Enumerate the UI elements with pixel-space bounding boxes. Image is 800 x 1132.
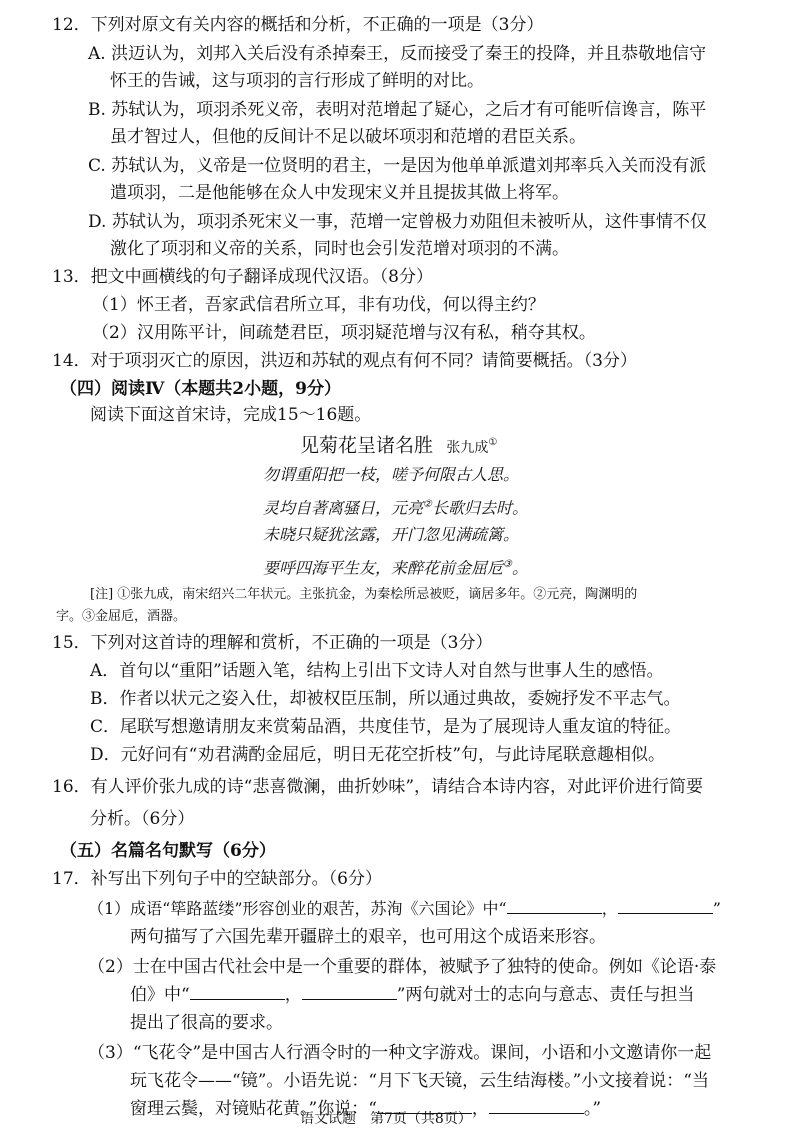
q17-part-2-line-3: 提出了很高的要求。 bbox=[130, 1013, 283, 1033]
q17-part-2-blank-1 bbox=[190, 985, 285, 1000]
q12-option-c-line1: C. 苏轼认为，义帝是一位贤明的君主，一是因为他单单派遣刘邦率兵入关而没有派 bbox=[88, 156, 707, 176]
q17-part-2-line-2 bbox=[130, 984, 694, 1006]
q17-part-1-text: （1）成语“筚路蓝缕”形容创业的艰苦，苏洵《六国论》中“ bbox=[88, 899, 507, 918]
q12-option-a-line1: A. 洪迈认为，刘邦入关后没有杀掉秦王，反而接受了秦王的投降，并且恭敬地信守 bbox=[88, 44, 707, 64]
q15-option-a: A．首句以“重阳”话题入笔，结构上引出下文诗人对自然与世事人生的感悟。 bbox=[90, 661, 664, 681]
section-4-instruction: 阅读下面这首宋诗，完成15～16题。 bbox=[90, 405, 372, 425]
poem-note-line-1: [注] ①张九成，南宋绍兴二年状元。主张抗金，为秦桧所忌被贬，谪居多年。②元亮，陶渊明的 bbox=[90, 587, 638, 602]
poem-line-2 bbox=[263, 494, 528, 519]
poem-line-3: 未晓只疑犹泫露，开门忽见满疏篱。 bbox=[263, 525, 520, 544]
q15-option-d: D．元好问有“劝君满酌金屈卮，明日无花空折枝”句，与此诗尾联意趣相似。 bbox=[90, 745, 666, 765]
q17-part-1-close-quote: ” bbox=[712, 899, 721, 918]
q12-option-d-line1: D. 苏轼认为，项羽杀死宋义一事，范增一定曾极力劝阻但未被听从，这件事情不仅 bbox=[88, 212, 707, 232]
q12-option-d-line2: 激化了项羽和义帝的关系，同时也会引发范增对项羽的不满。 bbox=[110, 239, 569, 259]
q17-part-2-line-1: （2）士在中国古代社会中是一个重要的群体，被赋予了独特的使命。例如《论语·泰 bbox=[88, 957, 717, 977]
q12-option-b-line1: B. 苏轼认为，项羽杀死义帝，表明对范增起了疑心，之后才有可能听信谗言，陈平 bbox=[88, 100, 707, 120]
q15-stem: 15．下列对这首诗的理解和赏析，不正确的一项是（3分） bbox=[52, 633, 493, 653]
q17-part-3-blank-2 bbox=[489, 1099, 584, 1114]
q13-sentence-2: （2）汉用陈平计，间疏楚君臣，项羽疑范增与汉有私，稍夺其权。 bbox=[92, 323, 596, 343]
q17-part-3-line-2: 玩飞花令——“镜”。小语先说：“月下飞天镜，云生结海楼。”小文接着说：“当 bbox=[130, 1071, 709, 1091]
poem-line-1: 勿谓重阳把一枝，嗟予何限古人思。 bbox=[263, 465, 520, 484]
q17-part-2-comma: ， bbox=[284, 985, 302, 1005]
section-4-heading: （四）阅读Ⅳ（本题共2小题，9分） bbox=[60, 379, 341, 399]
q14-stem: 14．对于项羽灭亡的原因，洪迈和苏轼的观点有何不同？请简要概括。（3分） bbox=[52, 351, 637, 371]
q17-part-1-blank-2 bbox=[618, 899, 713, 914]
q15-option-b: B．作者以状元之姿入仕，却被权臣压制，所以通过典故，委婉抒发不平志气。 bbox=[90, 689, 681, 709]
q13-sentence-1: （1）怀王者，吾家武信君所立耳，非有功伐，何以得主约？ bbox=[92, 295, 545, 315]
poem-title-row bbox=[300, 432, 497, 459]
q17-part-1-line-1 bbox=[88, 898, 721, 920]
poem-title: 见菊花呈诸名胜 bbox=[300, 434, 434, 457]
q12-option-a-line2: 怀王的告诫，这与项羽的言行形成了鲜明的对比。 bbox=[110, 71, 484, 91]
q13-stem: 13．把文中画横线的句子翻译成现代汉语。（8分） bbox=[52, 267, 433, 287]
q17-part-3-comma: ， bbox=[471, 1099, 489, 1119]
q12-option-b-line2: 虽才智过人，但他的反间计不足以破坏项羽和范增的君臣关系。 bbox=[110, 127, 586, 147]
page-footer: 语文试题 第7页（共8页） bbox=[300, 1111, 472, 1127]
section-5-heading: （五）名篇名句默写（6分） bbox=[60, 841, 276, 861]
poem-note-mark-2: ② bbox=[423, 499, 432, 510]
poem-line-4 bbox=[263, 554, 528, 579]
poem-line-2-part-2: 长歌归去时。 bbox=[431, 498, 528, 518]
q17-part-1-line-2: 两句描写了六国先辈开疆辟土的艰辛，也可用这个成语来形容。 bbox=[130, 927, 606, 947]
q17-part-1-blank-1 bbox=[507, 899, 602, 914]
q16-stem-line-1: 16．有人评价张九成的诗“悲喜微澜，曲折妙味”，请结合本诗内容，对此评价进行简要 bbox=[52, 777, 704, 797]
q17-part-3-end: 。” bbox=[583, 1099, 602, 1119]
poem-note-line-2: 字。③金屈卮，酒器。 bbox=[56, 609, 187, 624]
q17-part-3-line-1: （3）“飞花令”是中国古人行酒令时的一种文字游戏。课间，小语和小文邀请你一起 bbox=[88, 1043, 712, 1063]
poem-author-note-mark: ① bbox=[488, 437, 498, 448]
q17-part-2-tail: ”两句就对士的志向与意志、责任与担当 bbox=[396, 985, 695, 1005]
poem-line-2-part-1: 灵均自著离骚日，元亮 bbox=[263, 498, 424, 518]
q12-stem: 12．下列对原文有关内容的概括和分析，不正确的一项是（3分） bbox=[52, 15, 544, 35]
q17-part-3-text: 窗理云鬓，对镜贴花黄。”你说：“ bbox=[130, 1099, 377, 1119]
q17-part-1-comma: ， bbox=[601, 899, 618, 918]
q15-option-c: C．尾联写想邀请朋友来赏菊品酒，共度佳节，是为了展现诗人重友谊的特征。 bbox=[90, 717, 682, 737]
poem-line-4-text: 要呼四海平生友，来醉花前金屈卮 bbox=[263, 558, 504, 578]
poem-author: 张九成 bbox=[446, 439, 489, 456]
poem-line-4-end: 。 bbox=[511, 558, 528, 578]
poem-note-mark-3: ③ bbox=[503, 559, 512, 570]
q16-stem-line-2: 分析。（6分） bbox=[90, 809, 195, 829]
q17-stem: 17．补写出下列句子中的空缺部分。（6分） bbox=[52, 869, 382, 889]
q17-part-2-blank-2 bbox=[302, 985, 397, 1000]
q17-part-2-text: 伯》中“ bbox=[130, 985, 190, 1005]
q12-option-c-line2: 遣项羽，二是他能够在众人中发现宋义并且提拔其做上将军。 bbox=[110, 183, 569, 203]
